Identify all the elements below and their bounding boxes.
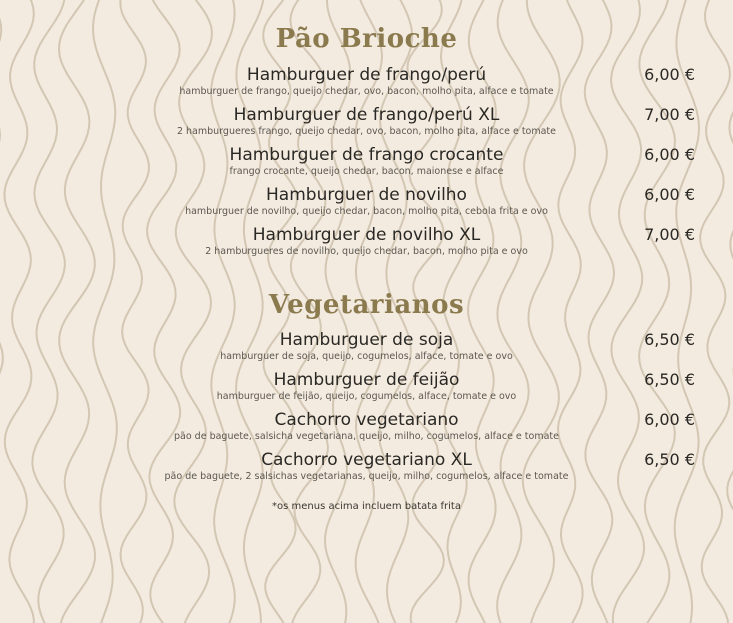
section-title-pao-brioche: Pão Brioche — [275, 24, 458, 54]
item-name: Hamburguer de frango crocante — [229, 145, 504, 165]
menu-item — [0, 64, 733, 104]
item-description: frango crocante, queijo chedar, bacon, maionese e alface — [229, 166, 504, 177]
item-description: 2 hamburgueres frango, queijo chedar, ovo, bacon, molho pita, alface e tomate — [176, 126, 557, 137]
menu-item — [0, 369, 733, 409]
footnote: *os menus acima incluem batata frita — [272, 501, 461, 512]
item-price: 6,00 € — [644, 410, 695, 429]
item-price: 6,50 € — [644, 450, 695, 469]
menu-item — [0, 104, 733, 144]
item-name: Hamburguer de novilho XL — [252, 225, 481, 245]
item-description: hamburguer de soja, queijo, cogumelos, alface, tomate e ovo — [220, 351, 513, 362]
item-description: hamburguer de frango, queijo chedar, ovo, bacon, molho pita, alface e tomate — [179, 86, 554, 97]
item-name: Cachorro vegetariano — [274, 410, 459, 430]
item-description: pão de baguete, salsicha vegetariana, queijo, milho, cogumelos, alface e tomate — [174, 431, 559, 442]
item-name: Hamburguer de feijão — [273, 370, 460, 390]
item-price: 6,00 € — [644, 145, 695, 164]
item-name: Hamburguer de frango/perú XL — [233, 105, 500, 125]
menu-item — [0, 144, 733, 184]
item-name: Cachorro vegetariano XL — [261, 450, 472, 470]
menu-item — [0, 224, 733, 264]
menu-item — [0, 409, 733, 449]
item-price: 7,00 € — [644, 105, 695, 124]
item-price: 6,00 € — [644, 65, 695, 84]
item-price: 6,50 € — [644, 330, 695, 349]
section-title-vegetarianos: Vegetarianos — [268, 290, 465, 320]
item-description: hamburguer de feijão, queijo, cogumelos, alface, tomate e ovo — [216, 391, 517, 402]
item-description: hamburguer de novilho, queijo chedar, bacon, molho pita, cebola frita e ovo — [185, 206, 548, 217]
item-name: Hamburguer de frango/perú — [246, 65, 487, 85]
item-name: Hamburguer de novilho — [266, 185, 467, 205]
item-price: 6,50 € — [644, 370, 695, 389]
item-price: 6,00 € — [644, 185, 695, 204]
item-description: 2 hamburgueres de novilho, queijo chedar, bacon, molho pita e ovo — [205, 246, 528, 257]
menu-item — [0, 449, 733, 489]
item-price: 7,00 € — [644, 225, 695, 244]
item-description: pão de baguete, 2 salsichas vegetarianas, queijo, milho, cogumelos, alface e tomate — [164, 471, 569, 482]
menu-item — [0, 329, 733, 369]
menu-item — [0, 184, 733, 224]
item-name: Hamburguer de soja — [279, 330, 454, 350]
